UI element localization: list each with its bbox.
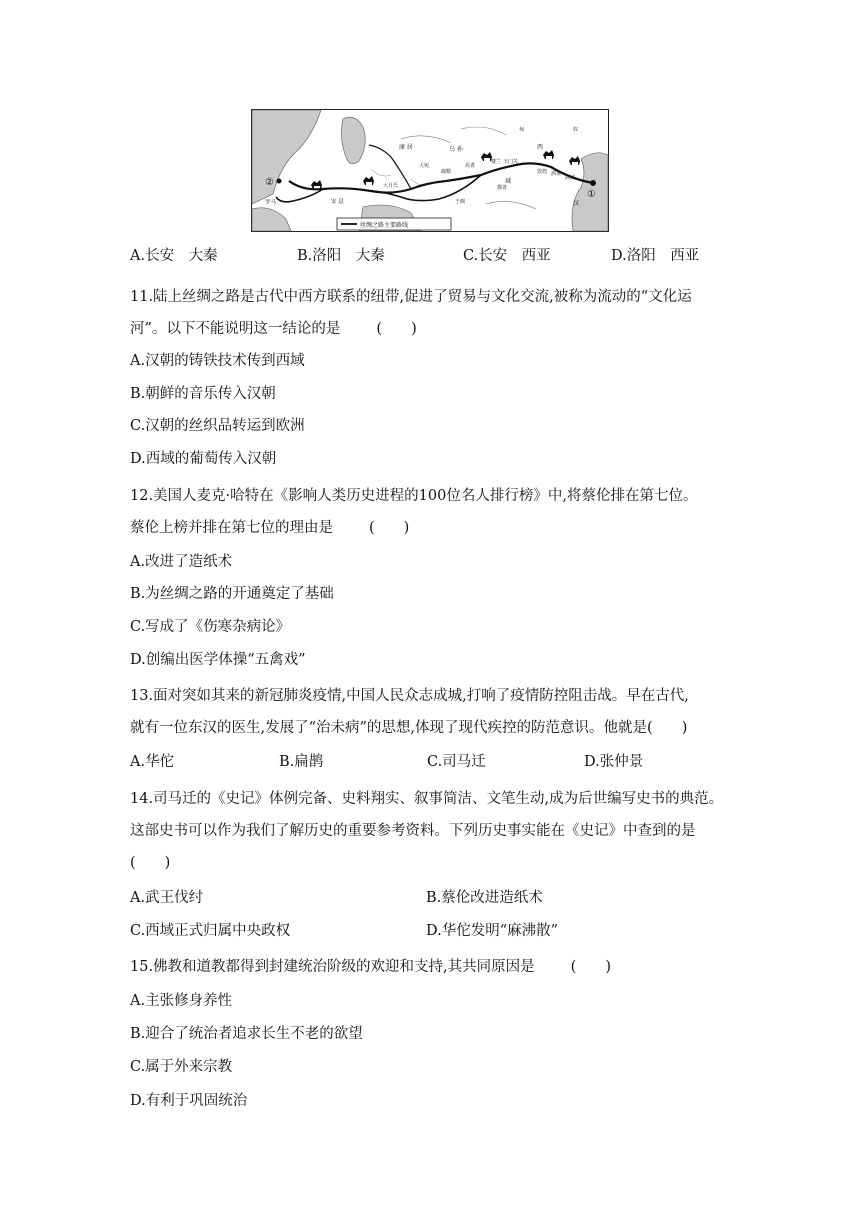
q15-stem-line1 [130,957,611,977]
q13-option-a: A.华佗 [130,754,175,770]
q13-option-d: D.张仲景 [584,754,644,770]
map-label-xiong: 匈 [519,127,525,133]
q15-option-c: C.属于外来宗教 [130,1059,233,1075]
map-label-nu: 奴 [573,127,579,133]
q12-stem-line2 [130,518,409,538]
q11-stem-text: 河”。以下不能说明这一结论的是 [130,321,341,337]
q10-option-c: C.长安 西亚 [463,248,551,264]
q15-option-b: B.迎合了统治者追求长生不老的欲望 [130,1026,363,1042]
map-label-dunhuang: 敦煌 [537,169,548,175]
silk-road-map [251,109,609,232]
rome-dot [277,179,282,184]
map-label-yanqi: 焉耆 [465,163,476,169]
q11-option-b: B.朝鲜的音乐传入汉朝 [130,386,276,402]
q11-option-a: A.汉朝的铸铁技术传到西域 [130,353,305,369]
map-label-rome: 罗马 [265,200,277,206]
q12-option-d: D.创编出医学体操“五禽戏” [130,652,306,668]
q12-option-c: C.写成了《伤寒杂病论》 [130,619,291,635]
map-label-han: 汉 [573,200,580,207]
map-label-shanshan: 鄯善 [497,185,508,191]
map-label-circle1: ① [587,189,596,200]
q14-option-d: D.华佗发明“麻沸散” [426,923,559,939]
q14-stem-line1: 14.司马迁的《史记》体例完备、史料翔实、叙事简洁、文笔生动,成为后世编写史书的典范。 [130,791,724,807]
map-label-xi: 西 [537,144,544,151]
map-label-jiuquan: 酒泉 [551,171,562,177]
map-label-dawan: 大宛 [419,163,430,169]
map-label-anxi: 安 息 [331,199,344,205]
map-legend-text: 丝绸之路主要路线 [360,222,409,229]
q15-option-a: A.主张修身养性 [130,993,233,1009]
q10-option-a: A.长安 大秦 [130,248,218,264]
q12-answer-paren: ( ) [369,520,410,536]
q14-option-a: A.武王伐纣 [130,890,204,906]
q12-stem-line1: 12.美国人麦克·哈特在《影响人类历史进程的100位名人排行榜》中,将蔡伦排在第七位。 [130,488,698,504]
q14-option-b: B.蔡伦改进造纸术 [426,890,543,906]
q12-option-b: B.为丝绸之路的开通奠定了基础 [130,586,334,602]
map-label-wuwei: 武威 [565,175,576,181]
q14-option-c: C.西域正式归属中央政权 [130,923,291,939]
q15-stem-text: 15.佛教和道教都得到封建统治阶级的欢迎和支持,其共同原因是 [130,959,535,975]
map-label-yutian: 于阗 [455,199,466,205]
q10-option-d: D.洛阳 西亚 [611,248,700,264]
q13-option-b: B.扁鹊 [279,754,324,770]
map-label-circle2: ② [265,177,274,188]
silk-road-map-drawing [251,109,609,232]
q11-option-d: D.西域的葡萄传入汉朝 [130,451,277,467]
map-label-yumen: 玉门关 [503,159,519,165]
q15-answer-paren: ( ) [570,959,611,975]
q10-option-b: B.洛阳 大秦 [297,248,385,264]
q13-option-c: C.司马迁 [427,754,486,770]
map-label-kangju: 康 居 [399,144,413,151]
q12-stem-text: 蔡伦上榜并排在第七位的理由是 [130,520,333,536]
q11-answer-paren: ( ) [376,321,417,337]
q13-stem-line2: 就有一位东汉的医生,发展了“治未病”的思想,体现了现代疾控的防范意识。他就是( ) [130,720,688,736]
q13-stem-line1: 13.面对突如其来的新冠肺炎疫情,中国人民众志成城,打响了疫情防控阻击战。早在古代, [130,688,689,704]
q12-option-a: A.改进了造纸术 [130,554,233,570]
q14-answer-paren: ( ) [130,855,171,871]
chang-an-dot [590,180,596,186]
map-label-dayuezhi: 大月氏 [383,183,399,189]
map-label-loulan: 楼兰 [491,159,502,165]
map-label-yu: 域 [505,178,512,185]
map-legend [337,218,451,230]
map-label-wusun: 乌 孙 [449,146,463,153]
q15-option-d: D.有利于巩固统治 [130,1093,248,1109]
q14-stem-line2: 这部史书可以作为我们了解历史的重要参考资料。下列历史事实能在《史记》中查到的是 [130,823,696,839]
q11-option-c: C.汉朝的丝织品转运到欧洲 [130,418,305,434]
q11-stem-line2 [130,319,417,339]
map-label-shule: 疏勒 [441,169,452,175]
q11-stem-line1: 11.陆上丝绸之路是古代中西方联系的纽带,促进了贸易与文化交流,被称为流动的“文化运 [130,289,692,305]
